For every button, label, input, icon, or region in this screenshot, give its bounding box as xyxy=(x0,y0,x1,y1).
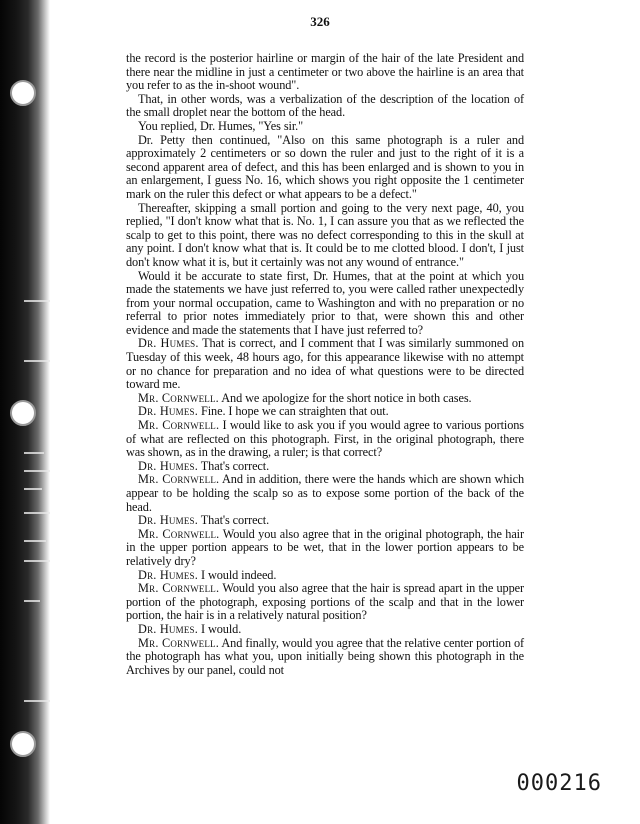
binding-streak xyxy=(24,452,44,454)
dialogue-line: Mr. Cornwell. I would like to ask you if you would agree to various portions of what are reflected on this photograph. First, in the original photograph, there was shown, as in the drawing, a ruler; is that correct? xyxy=(126,418,524,460)
binder-ring-hole xyxy=(10,400,36,426)
transcript-text xyxy=(126,52,524,677)
dialogue-line: Dr. Humes. That's correct. xyxy=(138,458,270,473)
paragraph: Dr. Petty then continued, "Also on this same photograph is a ruler and approximately 2 centimeters or so down the ruler and just to the right of it is a second apparent area of defect, and this has been enlarged and is shown to you in an enlargement, I guess No. 16, which shows you right opposite the 1 centimeter mark on the ruler this defect or what appears to be a defect." xyxy=(126,132,524,201)
paragraph: You replied, Dr. Humes, "Yes sir." xyxy=(138,118,304,133)
speaker-name: Dr. Humes. xyxy=(138,621,198,636)
binding-streak xyxy=(24,512,50,514)
dialogue-line: Dr. Humes. I would. xyxy=(138,621,242,636)
document-control-number: 000216 xyxy=(516,771,602,796)
dialogue-line: Dr. Humes. I would indeed. xyxy=(138,567,277,582)
speaker-name: Mr. Cornwell. xyxy=(138,635,220,650)
dialogue-line: Dr. Humes. Fine. I hope we can straighten that out. xyxy=(138,404,389,419)
binder-ring-hole xyxy=(10,80,36,106)
speaker-name: Dr. Humes. xyxy=(138,567,198,582)
speaker-name: Mr. Cornwell. xyxy=(138,581,220,596)
dialogue-line: Mr. Cornwell. And we apologize for the short notice in both cases. xyxy=(138,390,472,405)
speaker-name: Dr. Humes. xyxy=(138,404,198,419)
binding-streak xyxy=(24,360,50,362)
speaker-name: Mr. Cornwell. xyxy=(138,418,220,433)
speaker-name: Dr. Humes. xyxy=(138,513,198,528)
speaker-name: Mr. Cornwell. xyxy=(138,526,220,541)
speaker-name: Dr. Humes. xyxy=(138,336,199,351)
dialogue-line: Dr. Humes. That's correct. xyxy=(138,513,270,528)
speaker-name: Mr. Cornwell. xyxy=(138,390,219,405)
dialogue-line: Mr. Cornwell. And in addition, there were the hands which are shown which appear to be holding the scalp so as to expose some portion of the back of the head. xyxy=(126,472,525,514)
binding-streak xyxy=(24,700,50,702)
binder-ring-hole xyxy=(10,731,36,757)
binding-streak xyxy=(24,488,42,490)
binding-streak xyxy=(24,300,50,302)
speaker-name: Mr. Cornwell. xyxy=(138,472,220,487)
paragraph: the record is the posterior hairline or margin of the hair of the late President and there near the midline in just a centimeter or two above the hairline is an area that you refer to as the in-shoot wound". xyxy=(126,51,524,93)
dialogue-line: Mr. Cornwell. And finally, would you agree that the relative center portion of the photograph has what you, upon initially being shown this photograph in the Archives by our panel, could not xyxy=(126,635,525,677)
dialogue-line: Mr. Cornwell. Would you also agree that in the original photograph, the hair in the upper portion appears to be wet, that in the lower portion appears to be relatively dry? xyxy=(126,526,524,568)
binding-streak xyxy=(24,600,40,602)
paragraph: That, in other words, was a verbalization of the description of the location of the small droplet near the bottom of the head. xyxy=(126,91,524,120)
dialogue-line: Mr. Cornwell. Would you also agree that the hair is spread apart in the upper portion of the photograph, exposing portions of the scalp and that in the lower portion, the hair is in a relatively natural position? xyxy=(126,581,524,623)
binding-streak xyxy=(24,470,50,472)
binding-streak xyxy=(24,540,46,542)
paragraph: Would it be accurate to state first, Dr. Humes, that at the point at which you made the statements we have just referred to, you were called rather unexpectedly from your normal occupation, came to Washington and with no preparation or no referral to prior notes immediately prior to that, were shown this and other evidence and made the statements that I have just referred to? xyxy=(126,268,524,337)
paragraph: Thereafter, skipping a small portion and going to the very next page, 40, you replied, "I don't know what that is. No. 1, I can assure you that as we reflected the scalp to get to this point, there was no defect corresponding to this in the skull at any point. I don't know what that is. It could be to me clotted blood. I don't, I just don't know what it is, but it certainly was not any wound of entrance." xyxy=(126,200,524,269)
dialogue-line: Dr. Humes. That is correct, and I comment that I was similarly summoned on Tuesday of this week, 48 hours ago, for this appearance likewise with no attempt or no chance for preparation and no idea of what questions were to be directed toward me. xyxy=(126,336,524,392)
page-number: 326 xyxy=(310,14,330,29)
binding-streak xyxy=(24,560,50,562)
speaker-name: Dr. Humes. xyxy=(138,458,198,473)
